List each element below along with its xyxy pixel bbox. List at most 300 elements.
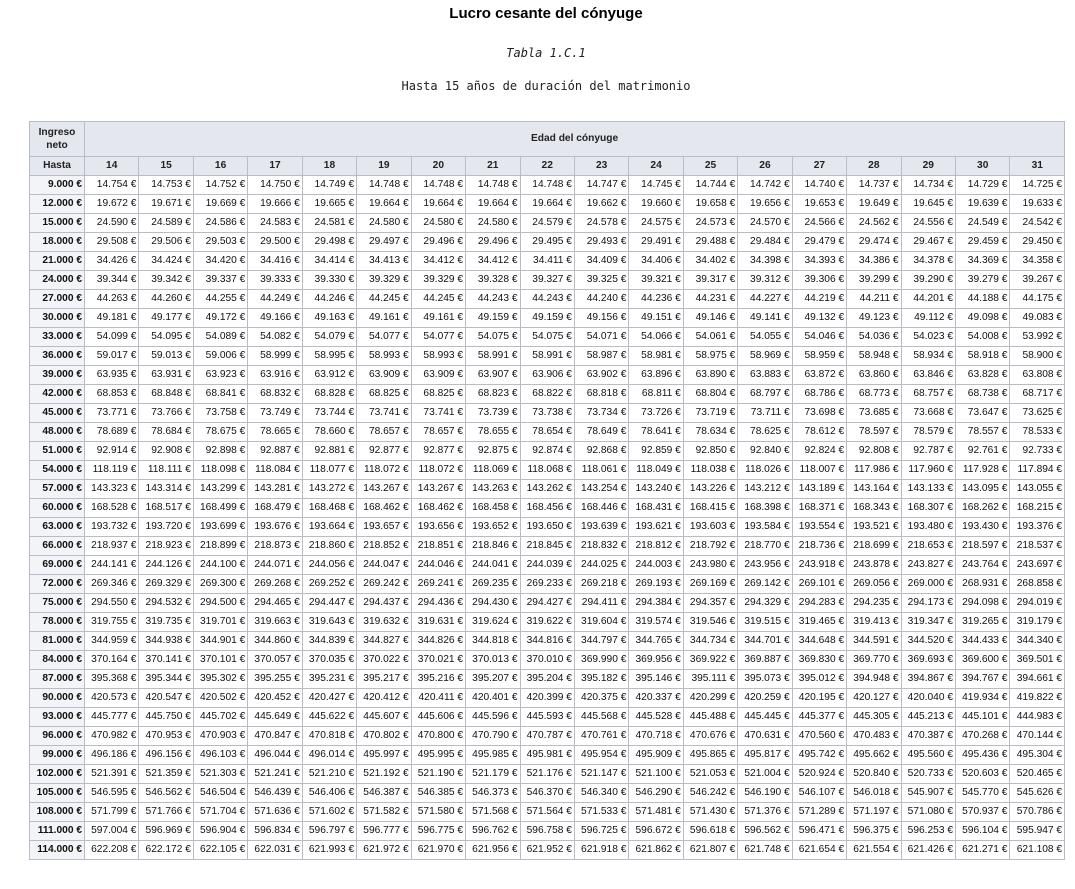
table-cell: 92.877 € [357,442,411,461]
table-cell: 621.807 € [683,841,737,860]
table-cell: 319.546 € [683,613,737,632]
table-cell: 19.649 € [847,195,901,214]
table-cell: 49.172 € [193,309,247,328]
table-row [30,423,1065,442]
table-cell: 63.896 € [629,366,683,385]
age-header: 17 [248,157,302,176]
table-cell: 294.500 € [193,594,247,613]
table-cell: 470.387 € [901,727,955,746]
table-cell: 78.597 € [847,423,901,442]
table-cell: 44.240 € [574,290,628,309]
row-header-income: 90.000 € [30,689,85,708]
table-cell: 319.701 € [193,613,247,632]
table-cell: 54.077 € [357,328,411,347]
table-cell: 63.909 € [411,366,465,385]
table-cell: 14.747 € [574,176,628,195]
table-row [30,594,1065,613]
table-cell: 420.337 € [629,689,683,708]
table-cell: 68.828 € [302,385,356,404]
table-cell: 44.211 € [847,290,901,309]
header-row-top [30,122,1065,157]
table-cell: 193.621 € [629,518,683,537]
table-cell: 470.268 € [956,727,1010,746]
table-cell: 495.817 € [738,746,792,765]
table-cell: 92.874 € [520,442,574,461]
table-cell: 445.528 € [629,708,683,727]
table-cell: 369.956 € [629,651,683,670]
table-cell: 621.748 € [738,841,792,860]
table-cell: 521.210 € [302,765,356,784]
table-cell: 420.399 € [520,689,574,708]
table-cell: 73.647 € [956,404,1010,423]
row-header-income: 66.000 € [30,537,85,556]
table-cell: 521.176 € [520,765,574,784]
table-cell: 546.406 € [302,784,356,803]
table-cell: 14.754 € [85,176,139,195]
table-cell: 344.901 € [193,632,247,651]
table-cell: 268.858 € [1010,575,1065,594]
table-row [30,556,1065,575]
table-cell: 445.377 € [792,708,846,727]
age-header: 16 [193,157,247,176]
table-cell: 63.931 € [139,366,193,385]
table-cell: 63.883 € [738,366,792,385]
table-cell: 546.242 € [683,784,737,803]
table-cell: 521.053 € [683,765,737,784]
table-cell: 44.201 € [901,290,955,309]
table-cell: 39.329 € [357,271,411,290]
table-cell: 596.375 € [847,822,901,841]
table-cell: 14.744 € [683,176,737,195]
table-cell: 294.235 € [847,594,901,613]
table-cell: 244.047 € [357,556,411,575]
table-cell: 14.753 € [139,176,193,195]
table-cell: 49.123 € [847,309,901,328]
table-cell: 168.479 € [248,499,302,518]
row-header-income: 114.000 € [30,841,85,860]
table-cell: 73.711 € [738,404,792,423]
table-cell: 63.828 € [956,366,1010,385]
table-cell: 521.303 € [193,765,247,784]
row-header-income: 24.000 € [30,271,85,290]
table-cell: 294.411 € [574,594,628,613]
table-cell: 470.676 € [683,727,737,746]
header-edad-conyuge: Edad del cónyuge [85,122,1065,157]
table-cell: 58.948 € [847,347,901,366]
table-cell: 244.046 € [411,556,465,575]
table-cell: 445.593 € [520,708,574,727]
table-cell: 118.038 € [683,461,737,480]
table-cell: 58.999 € [248,347,302,366]
table-cell: 44.243 € [520,290,574,309]
table-cell: 34.398 € [738,252,792,271]
table-cell: 218.860 € [302,537,356,556]
table-cell: 49.151 € [629,309,683,328]
table-cell: 193.676 € [248,518,302,537]
table-cell: 44.245 € [357,290,411,309]
table-cell: 395.146 € [629,670,683,689]
age-header: 20 [411,157,465,176]
table-cell: 319.413 € [847,613,901,632]
table-cell: 19.672 € [85,195,139,214]
table-cell: 294.384 € [629,594,683,613]
table-cell: 571.568 € [466,803,520,822]
table-cell: 370.164 € [85,651,139,670]
table-row [30,784,1065,803]
row-header-income: 21.000 € [30,252,85,271]
table-cell: 68.804 € [683,385,737,404]
table-cell: 344.340 € [1010,632,1065,651]
table-cell: 19.664 € [520,195,574,214]
table-cell: 39.328 € [466,271,520,290]
table-cell: 68.841 € [193,385,247,404]
table-cell: 92.875 € [466,442,520,461]
table-cell: 520.465 € [1010,765,1065,784]
table-cell: 269.218 € [574,575,628,594]
table-cell: 68.848 € [139,385,193,404]
table-cell: 319.515 € [738,613,792,632]
table-cell: 344.765 € [629,632,683,651]
table-cell: 294.437 € [357,594,411,613]
table-cell: 78.641 € [629,423,683,442]
age-header: 31 [1010,157,1065,176]
table-cell: 24.573 € [683,214,737,233]
table-cell: 445.101 € [956,708,1010,727]
table-cell: 143.281 € [248,480,302,499]
table-row [30,442,1065,461]
table-cell: 29.496 € [466,233,520,252]
table-cell: 54.095 € [139,328,193,347]
table-cell: 54.071 € [574,328,628,347]
table-cell: 546.018 € [847,784,901,803]
table-cell: 24.586 € [193,214,247,233]
table-cell: 49.156 € [574,309,628,328]
header-row-ages [30,157,1065,176]
table-cell: 168.468 € [302,499,356,518]
row-header-income: 30.000 € [30,309,85,328]
table-cell: 44.255 € [193,290,247,309]
age-header: 26 [738,157,792,176]
table-cell: 34.413 € [357,252,411,271]
table-cell: 73.685 € [847,404,901,423]
table-cell: 621.956 € [466,841,520,860]
table-cell: 218.852 € [357,537,411,556]
row-header-income: 39.000 € [30,366,85,385]
table-cell: 596.104 € [956,822,1010,841]
table-cell: 622.031 € [248,841,302,860]
table-cell: 39.327 € [520,271,574,290]
row-header-income: 36.000 € [30,347,85,366]
table-cell: 470.790 € [466,727,520,746]
table-row [30,689,1065,708]
table-cell: 63.846 € [901,366,955,385]
table-cell: 29.497 € [357,233,411,252]
table-cell: 596.471 € [792,822,846,841]
table-cell: 395.302 € [193,670,247,689]
table-cell: 92.840 € [738,442,792,461]
table-cell: 92.914 € [85,442,139,461]
table-cell: 269.142 € [738,575,792,594]
table-cell: 118.084 € [248,461,302,480]
table-cell: 49.177 € [139,309,193,328]
table-cell: 34.386 € [847,252,901,271]
table-row [30,195,1065,214]
table-cell: 546.595 € [85,784,139,803]
table-cell: 39.290 € [901,271,955,290]
table-cell: 521.004 € [738,765,792,784]
table-cell: 143.263 € [466,480,520,499]
table-cell: 49.112 € [901,309,955,328]
table-cell: 319.347 € [901,613,955,632]
table-cell: 49.159 € [520,309,574,328]
table-cell: 118.111 € [139,461,193,480]
table-cell: 521.241 € [248,765,302,784]
table-cell: 118.098 € [193,461,247,480]
table-cell: 68.853 € [85,385,139,404]
table-cell: 520.840 € [847,765,901,784]
table-cell: 143.189 € [792,480,846,499]
table-cell: 470.560 € [792,727,846,746]
table-cell: 243.980 € [683,556,737,575]
table-cell: 218.537 € [1010,537,1065,556]
table-cell: 571.564 € [520,803,574,822]
table-cell: 59.006 € [193,347,247,366]
row-header-income: 102.000 € [30,765,85,784]
table-cell: 244.003 € [629,556,683,575]
table-cell: 521.179 € [466,765,520,784]
table-cell: 420.127 € [847,689,901,708]
table-cell: 420.195 € [792,689,846,708]
table-cell: 78.657 € [411,423,465,442]
table-cell: 24.580 € [411,214,465,233]
table-cell: 596.253 € [901,822,955,841]
table-cell: 63.902 € [574,366,628,385]
table-cell: 244.071 € [248,556,302,575]
table-cell: 168.371 € [792,499,846,518]
table-cell: 596.562 € [738,822,792,841]
table-cell: 53.992 € [1010,328,1065,347]
table-cell: 596.725 € [574,822,628,841]
table-cell: 319.622 € [520,613,574,632]
table-cell: 269.056 € [847,575,901,594]
table-cell: 24.580 € [357,214,411,233]
row-header-income: 75.000 € [30,594,85,613]
table-cell: 546.370 € [520,784,574,803]
table-cell: 445.596 € [466,708,520,727]
table-cell: 44.188 € [956,290,1010,309]
table-cell: 44.236 € [629,290,683,309]
table-cell: 29.488 € [683,233,737,252]
table-cell: 420.573 € [85,689,139,708]
table-cell: 58.934 € [901,347,955,366]
table-cell: 78.612 € [792,423,846,442]
table-cell: 521.147 € [574,765,628,784]
table-cell: 546.190 € [738,784,792,803]
table-cell: 14.748 € [357,176,411,195]
table-cell: 243.764 € [956,556,1010,575]
table-cell: 39.329 € [411,271,465,290]
table-row [30,518,1065,537]
table-cell: 420.411 € [411,689,465,708]
table-cell: 370.021 € [411,651,465,670]
table-cell: 63.872 € [792,366,846,385]
table-cell: 143.133 € [901,480,955,499]
table-cell: 168.517 € [139,499,193,518]
table-cell: 168.456 € [520,499,574,518]
table-cell: 546.340 € [574,784,628,803]
table-cell: 78.634 € [683,423,737,442]
table-cell: 29.496 € [411,233,465,252]
row-header-income: 18.000 € [30,233,85,252]
table-cell: 445.305 € [847,708,901,727]
table-cell: 54.023 € [901,328,955,347]
table-cell: 39.267 € [1010,271,1065,290]
table-cell: 29.474 € [847,233,901,252]
table-cell: 395.012 € [792,670,846,689]
table-cell: 24.578 € [574,214,628,233]
age-header: 29 [901,157,955,176]
table-cell: 78.684 € [139,423,193,442]
table-cell: 571.636 € [248,803,302,822]
table-cell: 49.161 € [411,309,465,328]
table-cell: 78.689 € [85,423,139,442]
table-cell: 63.909 € [357,366,411,385]
table-cell: 29.493 € [574,233,628,252]
table-cell: 14.749 € [302,176,356,195]
table-cell: 34.358 € [1010,252,1065,271]
table-cell: 269.242 € [357,575,411,594]
table-row [30,841,1065,860]
table-cell: 596.762 € [466,822,520,841]
table-cell: 546.439 € [248,784,302,803]
table-cell: 395.255 € [248,670,302,689]
table-cell: 24.562 € [847,214,901,233]
table-cell: 319.631 € [411,613,465,632]
table-cell: 68.811 € [629,385,683,404]
table-cell: 269.101 € [792,575,846,594]
table-cell: 44.175 € [1010,290,1065,309]
table-cell: 24.590 € [85,214,139,233]
table-cell: 118.077 € [302,461,356,480]
table-cell: 419.934 € [956,689,1010,708]
table-cell: 39.312 € [738,271,792,290]
table-cell: 59.017 € [85,347,139,366]
table-cell: 218.770 € [738,537,792,556]
row-header-income: 111.000 € [30,822,85,841]
table-cell: 54.036 € [847,328,901,347]
table-cell: 218.873 € [248,537,302,556]
table-cell: 34.412 € [411,252,465,271]
table-cell: 243.878 € [847,556,901,575]
table-cell: 420.375 € [574,689,628,708]
table-cell: 63.860 € [847,366,901,385]
table-cell: 344.826 € [411,632,465,651]
table-cell: 14.748 € [466,176,520,195]
table-cell: 19.653 € [792,195,846,214]
age-header: 23 [574,157,628,176]
table-cell: 39.342 € [139,271,193,290]
table-cell: 395.073 € [738,670,792,689]
table-cell: 193.639 € [574,518,628,537]
table-cell: 54.079 € [302,328,356,347]
row-header-income: 42.000 € [30,385,85,404]
table-cell: 571.376 € [738,803,792,822]
table-cell: 495.436 € [956,746,1010,765]
table-cell: 78.579 € [901,423,955,442]
table-cell: 394.661 € [1010,670,1065,689]
table-cell: 621.426 € [901,841,955,860]
table-cell: 29.479 € [792,233,846,252]
table-cell: 54.008 € [956,328,1010,347]
table-cell: 54.099 € [85,328,139,347]
table-cell: 73.698 € [792,404,846,423]
table-cell: 78.625 € [738,423,792,442]
table-cell: 344.938 € [139,632,193,651]
table-cell: 294.465 € [248,594,302,613]
table-cell: 14.725 € [1010,176,1065,195]
table-cell: 596.777 € [357,822,411,841]
table-cell: 24.579 € [520,214,574,233]
table-cell: 218.699 € [847,537,901,556]
table-cell: 596.775 € [411,822,465,841]
row-header-income: 33.000 € [30,328,85,347]
table-cell: 596.834 € [248,822,302,841]
row-header-income: 48.000 € [30,423,85,442]
table-cell: 19.658 € [683,195,737,214]
age-header: 19 [357,157,411,176]
table-cell: 59.013 € [139,347,193,366]
table-cell: 344.816 € [520,632,574,651]
table-cell: 44.260 € [139,290,193,309]
table-cell: 244.126 € [139,556,193,575]
table-cell: 495.954 € [574,746,628,765]
table-cell: 294.283 € [792,594,846,613]
table-cell: 546.290 € [629,784,683,803]
table-cell: 44.227 € [738,290,792,309]
table-cell: 370.141 € [139,651,193,670]
table-cell: 369.770 € [847,651,901,670]
table-cell: 63.906 € [520,366,574,385]
table-cell: 218.653 € [901,537,955,556]
table-row [30,214,1065,233]
table-cell: 621.862 € [629,841,683,860]
table-cell: 445.607 € [357,708,411,727]
row-header-income: 12.000 € [30,195,85,214]
table-cell: 39.321 € [629,271,683,290]
table-cell: 445.488 € [683,708,737,727]
table-caption: Tabla 1.C.1 [506,46,586,60]
row-header-income: 27.000 € [30,290,85,309]
table-cell: 244.141 € [85,556,139,575]
table-cell: 370.022 € [357,651,411,670]
table-cell: 168.462 € [411,499,465,518]
table-cell: 344.839 € [302,632,356,651]
table-cell: 369.693 € [901,651,955,670]
table-cell: 193.554 € [792,518,846,537]
table-cell: 143.272 € [302,480,356,499]
table-cell: 19.664 € [411,195,465,214]
table-cell: 294.550 € [85,594,139,613]
table-cell: 269.346 € [85,575,139,594]
table-cell: 596.758 € [520,822,574,841]
table-cell: 193.650 € [520,518,574,537]
table-cell: 218.923 € [139,537,193,556]
table-cell: 58.959 € [792,347,846,366]
age-header: 24 [629,157,683,176]
table-cell: 444.983 € [1010,708,1065,727]
table-cell: 118.049 € [629,461,683,480]
table-cell: 269.241 € [411,575,465,594]
